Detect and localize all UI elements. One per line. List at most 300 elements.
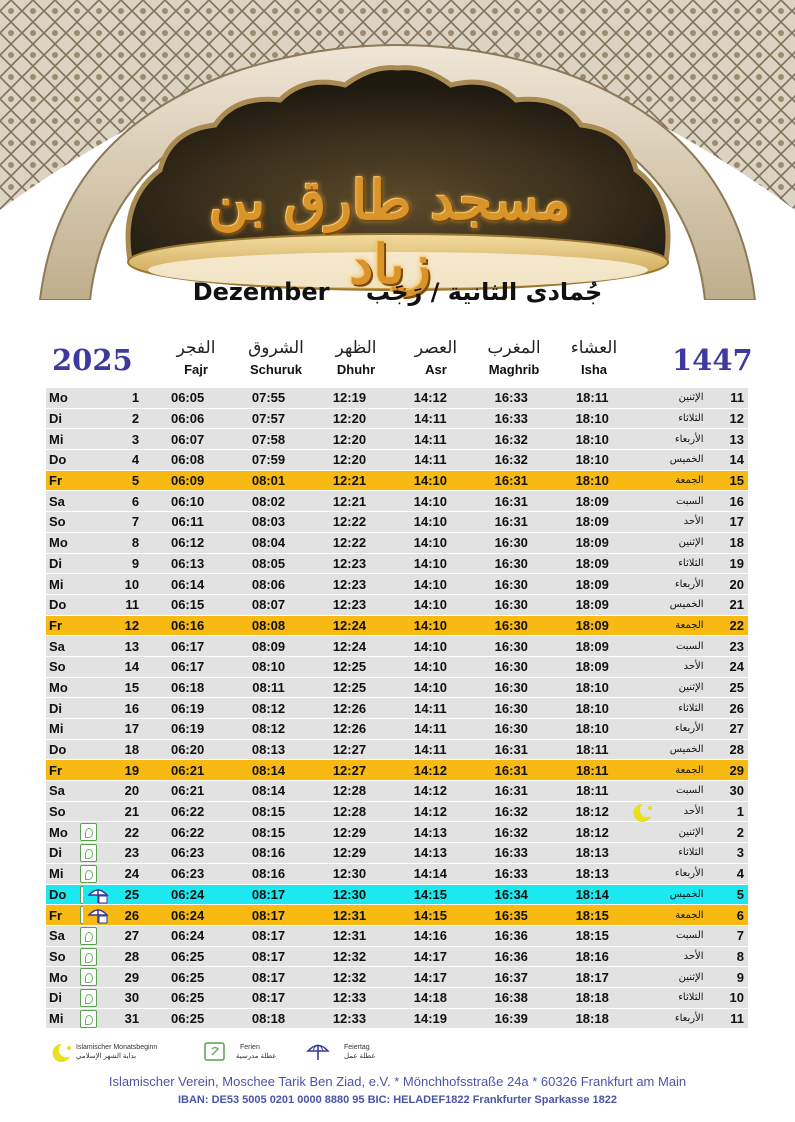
isha-time: 18:10 (552, 678, 633, 698)
arabic-weekday-label: الإثنين (678, 392, 704, 404)
day-number: 4 (83, 450, 147, 470)
arabic-weekday-label: الجمعة (675, 619, 704, 631)
column-header-arabic: الظهر (335, 338, 377, 358)
schuruk-time: 08:15 (228, 802, 309, 822)
arabic-weekday-label: الجمعة (675, 475, 704, 487)
maghrib-time: 16:36 (471, 926, 552, 946)
arabic-weekday-label: الثلاثاء (678, 557, 704, 569)
hijri-day-number: 3 (710, 843, 748, 863)
isha-time: 18:12 (552, 802, 633, 822)
maghrib-time: 16:33 (471, 409, 552, 429)
maghrib-time: 16:30 (471, 719, 552, 739)
arabic-weekday-label: الإثنين (678, 971, 704, 983)
weekday-label: Di (49, 700, 62, 716)
fajr-time: 06:25 (147, 947, 228, 967)
dhuhr-time: 12:29 (309, 843, 390, 863)
arabic-weekday (633, 760, 710, 780)
weekday-cell (46, 678, 83, 698)
column-header-german: Fajr (184, 362, 208, 377)
day-number: 31 (83, 1009, 147, 1029)
dhuhr-time: 12:26 (309, 719, 390, 739)
column-header-german: Schuruk (249, 362, 302, 377)
day-number-text: 26 (124, 907, 140, 923)
fajr-time: 06:12 (147, 533, 228, 553)
arabic-weekday-label: الثلاثاء (678, 847, 704, 859)
legend-label: Feiertag (344, 1044, 370, 1051)
table-row (46, 698, 748, 718)
maghrib-time: 16:31 (471, 491, 552, 511)
weekday-cell (46, 885, 83, 905)
arabic-weekday-label: الثلاثاء (678, 992, 704, 1004)
dhuhr-time: 12:31 (309, 926, 390, 946)
dhuhr-time: 12:23 (309, 574, 390, 594)
mosque-name-title: مسجد طارق بن زياد (209, 168, 571, 296)
dhuhr-time: 12:30 (309, 864, 390, 884)
fajr-time: 06:13 (147, 554, 228, 574)
maghrib-time: 16:30 (471, 533, 552, 553)
isha-time: 18:18 (552, 1009, 633, 1029)
table-row (46, 471, 748, 491)
fajr-time: 06:17 (147, 657, 228, 677)
weekday-cell (46, 491, 83, 511)
arabic-weekday-label: السبت (675, 930, 704, 942)
table-row (46, 512, 748, 532)
isha-time: 18:10 (552, 698, 633, 718)
schuruk-time: 08:09 (228, 636, 309, 656)
month-name-arabic: جُمادى الثانية / رَجَب (365, 278, 603, 306)
hijri-day-number: 26 (710, 698, 748, 718)
arabic-weekday (633, 554, 710, 574)
fajr-time: 06:22 (147, 822, 228, 842)
table-row (46, 864, 748, 884)
arabic-weekday-label: الأحد (683, 516, 704, 528)
asr-time: 14:10 (390, 678, 471, 698)
public-holiday-umbrella-icon (306, 1040, 330, 1062)
maghrib-time: 16:30 (471, 636, 552, 656)
table-row (46, 595, 748, 615)
asr-time: 14:11 (390, 698, 471, 718)
day-number: 8 (83, 533, 147, 553)
arabic-weekday-label: الأحد (683, 806, 704, 818)
fajr-time: 06:25 (147, 1009, 228, 1029)
schuruk-time: 07:57 (228, 409, 309, 429)
arabic-weekday-label: السبت (675, 785, 704, 797)
school-holiday-icon (80, 844, 97, 862)
arabic-weekday (633, 905, 710, 925)
table-row (46, 678, 748, 698)
asr-time: 14:18 (390, 988, 471, 1008)
day-number: 15 (83, 678, 147, 698)
weekday-cell (46, 947, 83, 967)
table-row (46, 988, 748, 1008)
hijri-day-number: 2 (710, 822, 748, 842)
table-row (46, 781, 748, 801)
maghrib-time: 16:33 (471, 864, 552, 884)
fajr-time: 06:19 (147, 698, 228, 718)
arabic-weekday (633, 595, 710, 615)
weekday-label: Mo (49, 824, 68, 840)
asr-time: 14:12 (390, 802, 471, 822)
column-header-arabic: الشروق (248, 338, 304, 358)
hijri-day-number: 21 (710, 595, 748, 615)
column-header-german: Maghrib (488, 362, 540, 377)
hijri-day-number: 23 (710, 636, 748, 656)
arabic-weekday-label: السبت (675, 640, 704, 652)
schuruk-time: 08:13 (228, 740, 309, 760)
arabic-weekday (633, 429, 710, 449)
hijri-day-number: 20 (710, 574, 748, 594)
asr-time: 14:11 (390, 719, 471, 739)
schuruk-time: 08:17 (228, 947, 309, 967)
asr-time: 14:16 (390, 926, 471, 946)
asr-time: 14:11 (390, 409, 471, 429)
weekday-cell (46, 719, 83, 739)
schuruk-time: 08:07 (228, 595, 309, 615)
table-row (46, 822, 748, 842)
weekday-cell (46, 512, 83, 532)
schuruk-time: 08:01 (228, 471, 309, 491)
arabic-weekday-label: الأربعاء (674, 433, 704, 445)
weekday-cell (46, 450, 83, 470)
arabic-weekday-label: الأربعاء (674, 1012, 704, 1024)
maghrib-time: 16:37 (471, 967, 552, 987)
fajr-time: 06:21 (147, 760, 228, 780)
weekday-cell (46, 760, 83, 780)
weekday-label: Fr (49, 617, 62, 633)
gregorian-year: 2025 (52, 343, 133, 377)
isha-time: 18:10 (552, 429, 633, 449)
dhuhr-time: 12:28 (309, 781, 390, 801)
day-number: 9 (83, 554, 147, 574)
dhuhr-time: 12:23 (309, 595, 390, 615)
asr-time: 14:11 (390, 429, 471, 449)
arabic-weekday (633, 388, 710, 408)
footer-bank-details: IBAN: DE53 5005 0201 0000 8880 95 BIC: HELADEF1822 Frankfurter Sparkasse 1822 (177, 1094, 618, 1106)
fajr-time: 06:22 (147, 802, 228, 822)
weekday-label: Fr (49, 473, 62, 489)
hijri-day-number: 24 (710, 657, 748, 677)
isha-time: 18:10 (552, 719, 633, 739)
dhuhr-time: 12:19 (309, 388, 390, 408)
arabic-weekday-label: الإثنين (678, 537, 704, 549)
arabic-weekday (633, 1009, 710, 1029)
schuruk-time: 07:58 (228, 429, 309, 449)
arabic-weekday-label: الجمعة (675, 764, 704, 776)
fajr-time: 06:10 (147, 491, 228, 511)
weekday-label: Di (49, 845, 62, 861)
dhuhr-time: 12:32 (309, 967, 390, 987)
schuruk-time: 07:55 (228, 388, 309, 408)
fajr-time: 06:25 (147, 988, 228, 1008)
weekday-label: Mi (49, 431, 64, 447)
schuruk-time: 08:17 (228, 885, 309, 905)
month-heading (0, 278, 795, 306)
hijri-day-number: 11 (710, 1009, 748, 1029)
weekday-label: Fr (49, 762, 62, 778)
asr-time: 14:10 (390, 512, 471, 532)
maghrib-time: 16:38 (471, 988, 552, 1008)
table-row (46, 740, 748, 760)
day-number (83, 905, 147, 925)
table-row (46, 719, 748, 739)
hijri-day-number: 27 (710, 719, 748, 739)
isha-time: 18:09 (552, 595, 633, 615)
asr-time: 14:10 (390, 595, 471, 615)
weekday-cell (46, 388, 83, 408)
weekday-cell (46, 967, 83, 987)
asr-time: 14:11 (390, 450, 471, 470)
legend-label-arabic: عطلة عمل (344, 1053, 376, 1060)
crescent-moon-icon (629, 802, 655, 822)
day-number: 6 (83, 491, 147, 511)
weekday-cell (46, 471, 83, 491)
weekday-cell (46, 781, 83, 801)
table-row (46, 926, 748, 946)
day-number: 21 (83, 802, 147, 822)
arabic-weekday (633, 822, 710, 842)
weekday-label: Mo (49, 679, 68, 695)
hijri-day-number: 22 (710, 616, 748, 636)
weekday-cell (46, 636, 83, 656)
schuruk-time: 08:12 (228, 698, 309, 718)
table-row (46, 843, 748, 863)
asr-time: 14:17 (390, 967, 471, 987)
weekday-label: Mo (49, 535, 68, 551)
dhuhr-time: 12:20 (309, 429, 390, 449)
weekday-label: Mi (49, 576, 64, 592)
maghrib-time: 16:32 (471, 429, 552, 449)
arabic-weekday-label: الخميس (669, 888, 704, 900)
maghrib-time: 16:32 (471, 822, 552, 842)
asr-time: 14:15 (390, 885, 471, 905)
hijri-day-number: 17 (710, 512, 748, 532)
footer-address: Islamischer Verein, Moschee Tarik Ben Ziad, e.V. * Mönchhofsstraße 24a * 60326 Frankfurt am Main (108, 1074, 687, 1089)
maghrib-time: 16:31 (471, 512, 552, 532)
day-number: 24 (83, 864, 147, 884)
dhuhr-time: 12:24 (309, 616, 390, 636)
arabic-weekday (633, 947, 710, 967)
header-banner (0, 0, 795, 335)
isha-time: 18:13 (552, 843, 633, 863)
hijri-day-number: 13 (710, 429, 748, 449)
day-number: 17 (83, 719, 147, 739)
dhuhr-time: 12:30 (309, 885, 390, 905)
table-row (46, 574, 748, 594)
arabic-weekday (633, 636, 710, 656)
weekday-label: Mo (49, 390, 68, 406)
day-number: 5 (83, 471, 147, 491)
weekday-cell (46, 1009, 83, 1029)
fajr-time: 06:11 (147, 512, 228, 532)
hijri-day-number: 1 (710, 802, 748, 822)
arabic-weekday-label: الأربعاء (674, 723, 704, 735)
column-header-arabic: الفجر (176, 338, 216, 358)
arabic-weekday (633, 781, 710, 801)
schuruk-time: 08:08 (228, 616, 309, 636)
arabic-weekday-label: الثلاثاء (678, 702, 704, 714)
column-header-arabic: المغرب (487, 338, 541, 358)
weekday-cell (46, 533, 83, 553)
arabic-weekday-label: الأربعاء (674, 868, 704, 880)
isha-time: 18:09 (552, 533, 633, 553)
hijri-day-number: 10 (710, 988, 748, 1008)
arabic-weekday (633, 719, 710, 739)
asr-time: 14:14 (390, 864, 471, 884)
school-holiday-icon (80, 1010, 97, 1028)
weekday-label: Do (49, 452, 67, 468)
isha-time: 18:11 (552, 760, 633, 780)
hijri-day-number: 30 (710, 781, 748, 801)
arabic-weekday (633, 409, 710, 429)
school-holiday-icon (80, 948, 97, 966)
hijri-day-number: 9 (710, 967, 748, 987)
column-header-maghrib (474, 336, 554, 380)
asr-time: 14:15 (390, 905, 471, 925)
weekday-cell (46, 616, 83, 636)
table-row (46, 636, 748, 656)
weekday-label: Do (49, 742, 67, 758)
maghrib-time: 16:31 (471, 760, 552, 780)
maghrib-time: 16:32 (471, 450, 552, 470)
weekday-cell (46, 926, 83, 946)
dhuhr-time: 12:29 (309, 822, 390, 842)
weekday-cell (46, 698, 83, 718)
weekday-cell (46, 864, 83, 884)
dhuhr-time: 12:33 (309, 1009, 390, 1029)
arabic-weekday (633, 926, 710, 946)
arabic-weekday (633, 740, 710, 760)
isha-time: 18:16 (552, 947, 633, 967)
column-header-german: Isha (580, 362, 607, 377)
asr-time: 14:17 (390, 947, 471, 967)
day-number: 16 (83, 698, 147, 718)
day-number: 20 (83, 781, 147, 801)
fajr-time: 06:23 (147, 864, 228, 884)
schuruk-time: 08:04 (228, 533, 309, 553)
arabic-weekday (633, 491, 710, 511)
schuruk-time: 08:12 (228, 719, 309, 739)
hijri-day-number: 14 (710, 450, 748, 470)
month-name-german: Dezember (192, 278, 330, 306)
isha-time: 18:11 (552, 388, 633, 408)
schuruk-time: 08:11 (228, 678, 309, 698)
fajr-time: 06:24 (147, 885, 228, 905)
schuruk-time: 08:17 (228, 926, 309, 946)
weekday-label: Mi (49, 1010, 64, 1026)
arabic-weekday-label: الأربعاء (674, 578, 704, 590)
weekday-label: Do (49, 886, 67, 902)
asr-time: 14:10 (390, 616, 471, 636)
fajr-time: 06:23 (147, 843, 228, 863)
fajr-time: 06:21 (147, 781, 228, 801)
fajr-time: 06:09 (147, 471, 228, 491)
weekday-label: So (49, 514, 66, 530)
prayer-times-table (46, 387, 748, 1029)
maghrib-time: 16:33 (471, 388, 552, 408)
arabic-weekday (633, 616, 710, 636)
legend-label-arabic: عطلة مدرسية (236, 1053, 277, 1060)
table-row (46, 533, 748, 553)
weekday-label: Mo (49, 969, 68, 985)
isha-time: 18:17 (552, 967, 633, 987)
asr-time: 14:12 (390, 388, 471, 408)
weekday-cell (46, 429, 83, 449)
public-holiday-umbrella-icon (87, 885, 109, 905)
weekday-label: Sa (49, 783, 65, 799)
fajr-time: 06:14 (147, 574, 228, 594)
arabic-weekday-label: الأحد (683, 950, 704, 962)
weekday-label: Di (49, 411, 62, 427)
school-holiday-icon (80, 823, 97, 841)
weekday-label: So (49, 948, 66, 964)
legend-label: Ferien (240, 1044, 260, 1051)
schuruk-time: 08:15 (228, 822, 309, 842)
isha-time: 18:09 (552, 512, 633, 532)
arabic-weekday-label: الثلاثاء (678, 413, 704, 425)
maghrib-time: 16:30 (471, 595, 552, 615)
day-number: 12 (83, 616, 147, 636)
dhuhr-time: 12:20 (309, 450, 390, 470)
table-row (46, 554, 748, 574)
weekday-cell (46, 843, 83, 863)
schuruk-time: 08:17 (228, 905, 309, 925)
dhuhr-time: 12:23 (309, 554, 390, 574)
isha-time: 18:09 (552, 616, 633, 636)
table-row (46, 905, 748, 925)
isha-time: 18:09 (552, 657, 633, 677)
asr-time: 14:11 (390, 740, 471, 760)
schuruk-time: 08:16 (228, 843, 309, 863)
maghrib-time: 16:34 (471, 885, 552, 905)
arabic-weekday (633, 533, 710, 553)
arabic-weekday-label: السبت (675, 495, 704, 507)
asr-time: 14:10 (390, 554, 471, 574)
day-number: 23 (83, 843, 147, 863)
column-header-isha (554, 336, 634, 380)
hijri-day-number: 8 (710, 947, 748, 967)
crescent-moon-icon (48, 1042, 74, 1062)
schuruk-time: 08:02 (228, 491, 309, 511)
schuruk-time: 08:06 (228, 574, 309, 594)
arabic-weekday (633, 512, 710, 532)
school-holiday-icon (80, 968, 97, 986)
weekday-label: Di (49, 990, 62, 1006)
dhuhr-time: 12:24 (309, 636, 390, 656)
dhuhr-time: 12:33 (309, 988, 390, 1008)
hijri-year: 1447 (672, 343, 753, 377)
column-header-fajr (156, 336, 236, 380)
fajr-time: 06:20 (147, 740, 228, 760)
asr-time: 14:10 (390, 491, 471, 511)
arabic-weekday-label: الإثنين (678, 826, 704, 838)
weekday-label: Mi (49, 866, 64, 882)
fajr-time: 06:07 (147, 429, 228, 449)
arabic-weekday (633, 864, 710, 884)
column-header-arabic: العصر (414, 338, 458, 358)
school-holiday-icon (80, 989, 97, 1007)
dhuhr-time: 12:27 (309, 740, 390, 760)
asr-time: 14:13 (390, 822, 471, 842)
weekday-cell (46, 595, 83, 615)
asr-time: 14:12 (390, 781, 471, 801)
dhuhr-time: 12:27 (309, 760, 390, 780)
weekday-label: So (49, 659, 66, 675)
schuruk-time: 08:18 (228, 1009, 309, 1029)
weekday-label: Sa (49, 638, 65, 654)
hijri-day-number: 18 (710, 533, 748, 553)
weekday-cell (46, 988, 83, 1008)
public-holiday-umbrella-icon (87, 905, 109, 925)
